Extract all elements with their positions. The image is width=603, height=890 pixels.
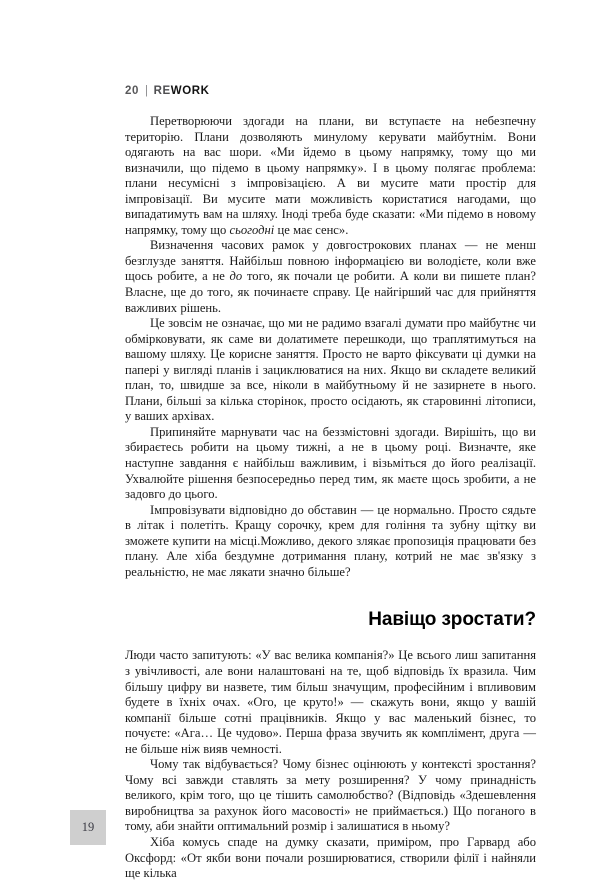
running-head-title-bold: WORK xyxy=(170,85,210,97)
body-paragraph: Перетворюючи здогади на плани, ви вступаєте на небезпечну територію. Плани дозволяють минулому керувати майбутнім. Вони одягають на вас шори. «Ми йдемо в цьому напрямку, тому що ми визначили, що підемо в цьому напрямку». І в цьому полягає проблема: плани несумісні з імпровізацією. А ви мусите мати простір для імпровізації. Ви мусите мати можливість користатися нагодами, що випадатимуть вам на шляху. Іноді треба буде сказати: «Ми підемо в новому напрямку, тому що сьогодні це має сенс». xyxy=(125,114,536,237)
body-paragraph: Припиняйте марнувати час на беззмістовні здогади. Вирішіть, що ви збираєтесь робити на цьому тижні, а не в цьому році. Визначте, яке наступне завдання є найбільш важливим, і візьміться до його реалізації. Ухвалюйте рішення безпосередньо перед тим, як маєте щось зробити, а не задовго до цього. xyxy=(125,424,536,502)
section-heading: Навіщо зростати? xyxy=(368,609,536,631)
section-paragraph: Люди часто запитують: «У вас велика компанія?» Це всього лиш запитання з увічливості, але вони налаштовані на те, щоб відповідь їх вразила. Чим більшу цифру ви назвете, тим більш значущим, професійним і впливовим будете в їхніх очах. «Ого, це круто!» — скажуть вони, якщо у вашій компанії більше сотні працівників. Якщо у вас маленький бізнес, то почуєте: «Ага… Це чудово». Перша фраза звучить як комплімент, друга — не більше ніж вияв чемності. xyxy=(125,648,536,756)
body-paragraph: Визначення часових рамок у довгострокових планах — не менш безглузде заняття. Найбільш повною інформацією ви володієте, коли вже щось робите, а не до того, як почали це робити. А коли ви пишете план? Власне, ще до того, як починаєте справу. Це найгірший час для прийняття важливих рішень. xyxy=(125,238,536,315)
body-paragraph: Це зовсім не означає, що ми не радимо взагалі думати про майбутнє чи обмірковувати, як саме ви долатимете перешкоди, що траплятимуться на вашому шляху. Це корисне заняття. Просто не варто фіксувати ці думки на папері у вигляді планів і зациклюватися на них. Якщо ви складете великий план, то, швидше за все, ніколи в майбутньому й не зазирнете в нього. Плани, більші за кілька сторінок, просто осідають, як старовинні літописи, у ваших архівах. xyxy=(125,316,536,424)
emphasis-text: сьогодні xyxy=(229,222,275,237)
running-head-title-light: RE xyxy=(153,85,171,97)
page-number-label: 19 xyxy=(81,820,95,835)
running-head-folio: 20 xyxy=(125,85,139,97)
page-number-chip xyxy=(70,810,106,845)
body-paragraph: Імпровізувати відповідно до обставин — це нормально. Просто сядьте в літак і полетіть. Кращу сорочку, крем для гоління та зубну щітку ви зможете купити на місці.Можливо, декого злякає пропозиція працювати без плану. Але хіба бездумне дотримання плану, котрий не має зв'язку з реальністю, не має лякати значно більше? xyxy=(125,502,536,579)
section-paragraph: Чому так відбувається? Чому бізнес оцінюють у контексті зростання? Чому всі завжди ставлять за мету розширення? У чому принадність великого, крім того, що це тішить самолюбство? (Відповідь «Здешевлення виробництва за рахунок його масовості» не приймається.) Що поганого в тому, аби знайти оптимальний розмір і залишатися в ньому? xyxy=(125,757,536,834)
text-column xyxy=(125,114,536,882)
running-head xyxy=(125,86,210,98)
emphasis-text: до xyxy=(229,269,243,284)
running-head-separator: | xyxy=(145,85,149,97)
section-paragraph: Хіба комусь спаде на думку сказати, приміром, про Гарвард або Оксфорд: «От якби вони почали розширюватися, створили філії і найняли ще кілька xyxy=(125,834,536,881)
